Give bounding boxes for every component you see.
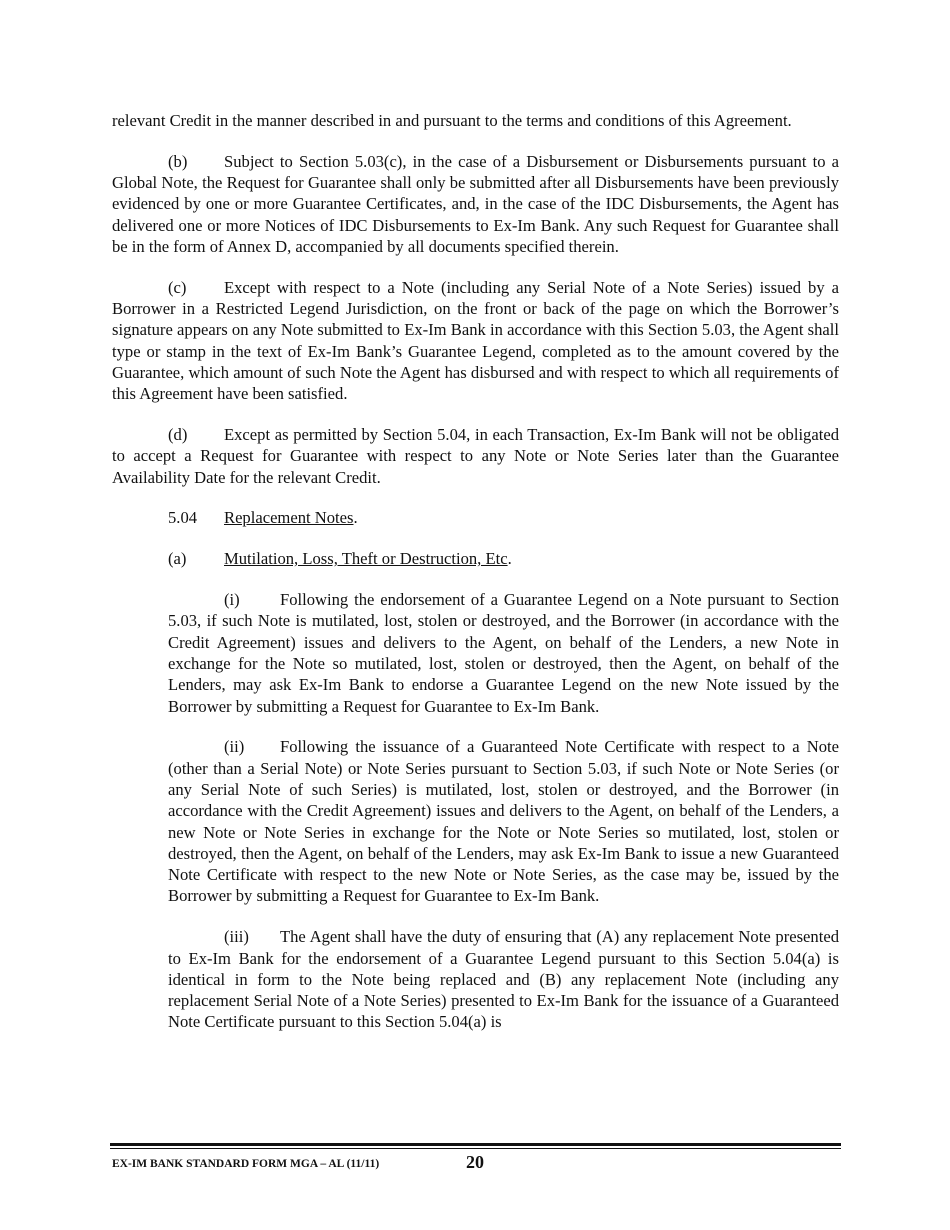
footer-rule-thick: [110, 1143, 841, 1146]
clause-iii: [168, 926, 839, 1032]
subsection-title-punct: .: [507, 549, 512, 569]
footer-form-label: EX-IM BANK STANDARD FORM MGA – AL (11/11): [112, 1158, 380, 1170]
clause-ii-text: Following the issuance of a Guaranteed Note Certificate with respect to a Note (other than a Serial Note) or Note Series pursuant to Section 5.03, if such Note or Note Series (or any Serial Note of such Series) is mutilated, lost, stolen or destroyed, and the Borrower (in accordance with the Credit Agreement) issues and delivers to the Agent, on behalf of the Lenders, a new Note or Note Series in exchange for the Note or Note Series so mutilated, lost, stolen or destroyed, then the Agent, on behalf of the Lenders, may ask Ex-Im Bank to issue a new Guaranteed Note Certificate with respect to the new Note or Note Series, as the case may be, issued by the Borrower by submitting a Request for Guarantee to Ex-Im Bank.: [168, 737, 839, 906]
subsection-number: (a): [168, 549, 187, 569]
paragraph-d: [112, 424, 839, 488]
paragraph-c-text: Except with respect to a Note (including any Serial Note of a Note Series) issued by a Borrower in a Restricted Legend Jurisdiction, on the front or back of the page on which the Borrower’s signature appears on any Note submitted to Ex-Im Bank in accordance with this Section 5.03, the Agent shall type or stamp in the text of Ex-Im Bank’s Guarantee Legend, completed as to the amount covered by the Guarantee, which amount of such Note the Agent has disbursed and with respect to which all requirements of this Agreement have been satisfied.: [112, 277, 839, 404]
clause-iii-number: (iii): [224, 927, 249, 947]
paragraph-b: [112, 151, 839, 257]
clause-iii-text: The Agent shall have the duty of ensuring that (A) any replacement Note presented to Ex-Im Bank for the endorsement of a Guarantee Legend pursuant to this Section 5.04(a) is identical in form to the Note being replaced and (B) any replacement Note (including any replacement Serial Note of a Note Series) presented to Ex-Im Bank for the issuance of a Guaranteed Note Certificate pursuant to this Section 5.04(a) is: [168, 927, 839, 1032]
clause-i-number: (i): [224, 590, 240, 610]
paragraph-c: [112, 277, 839, 405]
section-title: Replacement Notes: [224, 508, 354, 528]
paragraph-d-text: Except as permitted by Section 5.04, in each Transaction, Ex-Im Bank will not be obligated to accept a Request for Guarantee with respect to any Note or Note Series later than the Guarantee Availability Date for the relevant Credit.: [112, 425, 839, 487]
paragraph-d-number: (d): [168, 425, 188, 445]
clause-ii: [168, 736, 839, 906]
paragraph-c-number: (c): [168, 277, 187, 297]
subsection-heading-a: [168, 548, 839, 569]
subsection-title: Mutilation, Loss, Theft or Destruction, Etc: [224, 549, 508, 569]
section-number: 5.04: [168, 508, 198, 528]
document-body: [112, 110, 839, 1052]
paragraph-b-number: (b): [168, 151, 188, 171]
clause-i: [168, 589, 839, 717]
section-heading-5-04: [168, 507, 839, 528]
page-number: 20: [466, 1152, 484, 1172]
paragraph-b-text: Subject to Section 5.03(c), in the case of a Disbursement or Disbursements pursuant to a Global Note, the Request for Guarantee shall only be submitted after all Disbursements have been previously evidenced by one or more Guarantee Certificates, and, in the case of the IDC Disbursements, the Agent has delivered one or more Notices of IDC Disbursements to Ex-Im Bank. Any such Request for Guarantee shall be in the form of Annex D, accompanied by all documents specified therein.: [112, 151, 839, 256]
footer-rule-thin: [110, 1148, 841, 1149]
clause-ii-number: (ii): [224, 737, 245, 757]
clause-i-text: Following the endorsement of a Guarantee Legend on a Note pursuant to Section 5.03, if such Note is mutilated, lost, stolen or destroyed, and the Borrower (in accordance with the Credit Agreement) issues and delivers to the Agent, on behalf of the Lenders, a new Note in exchange for the Note so mutilated, lost, stolen or destroyed, then the Agent, on behalf of the Lenders, may ask Ex-Im Bank to endorse a Guarantee Legend on the new Note issued by the Borrower by submitting a Request for Guarantee to Ex-Im Bank.: [168, 590, 839, 716]
paragraph-continuation: relevant Credit in the manner described in and pursuant to the terms and conditions of this Agreement.: [112, 111, 792, 130]
section-title-punct: .: [353, 508, 358, 528]
